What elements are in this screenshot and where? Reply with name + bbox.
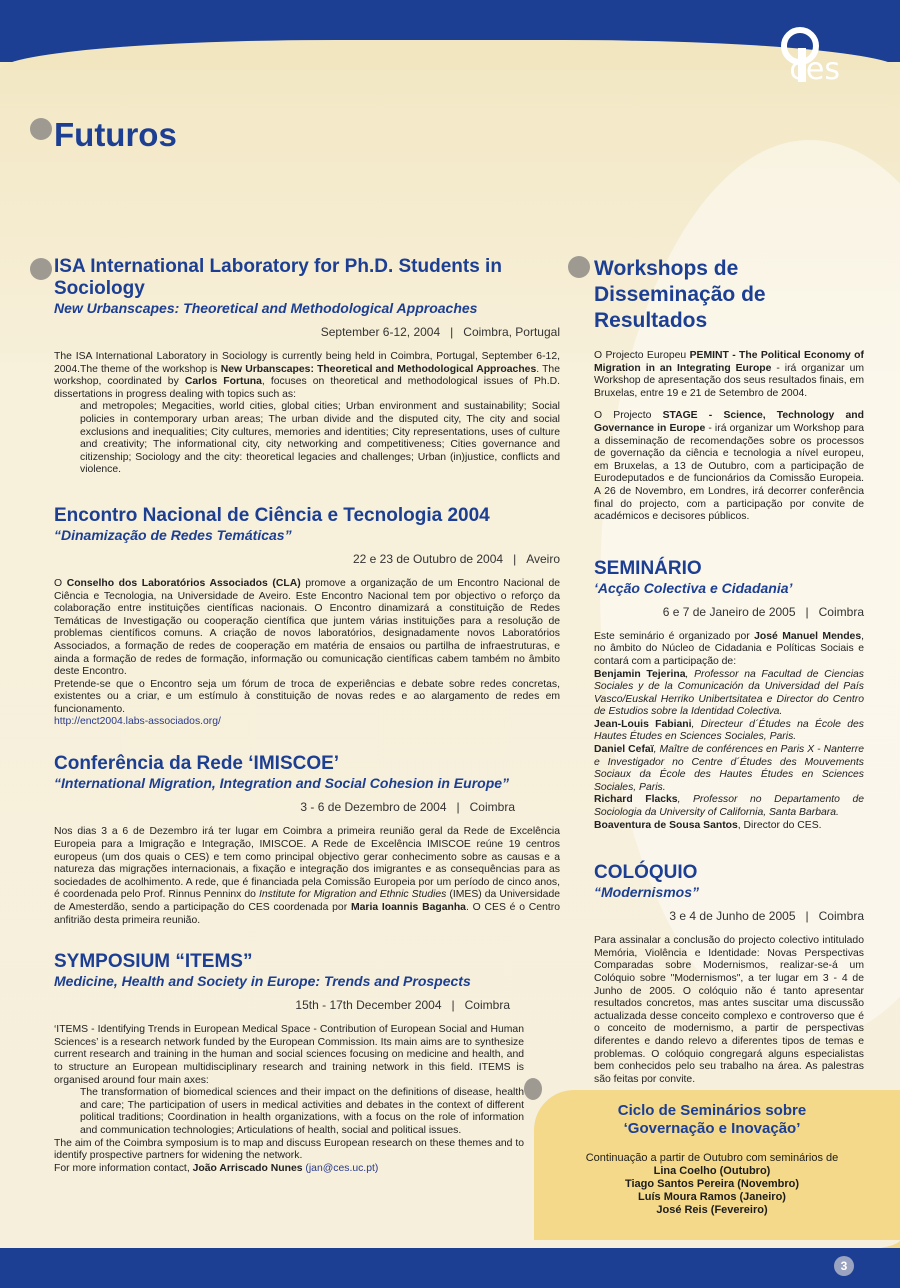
- bullet-icon: [30, 118, 52, 140]
- encontro-link[interactable]: http://enct2004.labs-associados.org/: [54, 716, 221, 728]
- place-text: Coimbra: [818, 909, 864, 924]
- workshops-section: [594, 256, 864, 524]
- event-date: 22 e 23 de Outubro de 2004 | Aveiro: [352, 551, 560, 566]
- ciclo-title-line: ‘Governação e Inovação’: [623, 1120, 801, 1137]
- ciclo-name: Tiago Santos Pereira (Novembro): [624, 1178, 799, 1190]
- date-text: 6 e 7 de Janeiro de 2005: [662, 604, 796, 619]
- ciclo-name: José Reis (Fevereiro): [656, 1204, 768, 1216]
- coloquio-section: [594, 862, 864, 1086]
- encontro-section: [54, 505, 560, 728]
- ciclo-name: Luís Moura Ramos (Janeiro): [638, 1191, 786, 1203]
- paragraph: Este seminário é organizado por José Manuel Mendes, no âmbito do Núcleo de Cidadania e Políticas Sociais e contará com a participação de:: [594, 630, 865, 667]
- paragraph: and metropoles; Megacities, world cities, global cities; Urban environment and sustainability; Social policies in contemporary urban areas; The urban divide and the disputed city, The city and social exclusions and inequalities; City cultures, memories and identities; City representations, uses of culture and creativity; The informational city, city networking and competitiveness; Cities governance and citizenship; Sociology and the city: theoretical legacies and challenges; Urban (in)justice, conflicts and violence.: [80, 401, 560, 476]
- section-title: Workshops de Disseminação de Resultados: [594, 257, 766, 332]
- date-text: 3 - 6 de Dezembro de 2004: [300, 800, 447, 815]
- paragraph: O Projecto STAGE - Science, Technology and Governance in Europe - irá organizar um Workshop para a disseminação de recomendações sobre os processos de governação da ciência e tecnologia a nível europeu, em Bruxelas, a 13 de Outubro, com a participação de Eurodeputados e de funcionários da Comissão Europeia. A 26 de Novembro, em Londres, irá decorrer conferência final do projecto, com a participação por convite de académicos e decisores públicos.: [594, 410, 864, 523]
- left-column: [54, 256, 560, 1175]
- date-text: September 6-12, 2004: [320, 325, 441, 339]
- paragraph: Pretende-se que o Encontro seja um fórum de troca de experiências e debate sobre redes concretas, existentes ou a criar, e um estímulo à constituição de novas redes e ao alargamento de redes em funcionamento.: [54, 678, 560, 715]
- bullet-icon: [30, 258, 52, 280]
- email-link[interactable]: (jan@ces.uc.pt): [302, 1162, 379, 1174]
- place-text: Coimbra: [469, 800, 515, 815]
- ciclo-title: [556, 1102, 868, 1138]
- place-text: Aveiro: [526, 551, 560, 566]
- section-title: SEMINÁRIO: [594, 557, 702, 579]
- imiscoe-section: [54, 753, 560, 927]
- ciclo-name: Lina Coelho (Outubro): [653, 1165, 771, 1177]
- section-title: SYMPOSIUM “ITEMS”: [54, 951, 253, 973]
- section-subtitle: “Modernismos”: [594, 884, 700, 901]
- event-date: 15th - 17th December 2004 | Coimbra: [295, 998, 510, 1013]
- bullet-icon: [568, 256, 590, 278]
- isa-section: [54, 256, 560, 477]
- section-title: Conferência da Rede ‘IMISCOE’: [54, 753, 340, 775]
- place-text: Coimbra, Portugal: [463, 325, 560, 339]
- place-text: Coimbra: [464, 998, 510, 1013]
- seminario-section: [594, 558, 864, 833]
- paragraph: The ISA International Laboratory in Sociology is currently being held in Coimbra, Portugal, September 6-12, 2004.The theme of the workshop is New Urbanscapes: Theoretical and Methodological Approaches. The workshop, coordinated by Carlos Fortuna, focuses on theoretical and methodological issues of Ph.D. dissertations in progress dealing with topics such as:: [54, 351, 560, 400]
- paragraph: Para assinalar a conclusão do projecto colectivo intitulado Memória, Violência e Identidade: Novas Perspectivas Comparadas sobre Modernismos, realizar-se-á um Colóquio sobre "Modernismos", a ter lugar em 3 - 4 de Junho de 2005. O colóquio não é tanto apresentar resultados concretos, mas antes suscitar uma discussão actualizada desse conceito complexo e controverso que é o conceito de modernismo, a partir de perspectivas diferentes e dando relevo a diferentes tipos de temas e problemas. O colóquio congregará alguns especialistas bem conhecidos pelo seu trabalho na área. As palestras são feitas por convite.: [594, 935, 864, 1085]
- event-date: September 6-12, 2004 | Coimbra, Portugal: [320, 325, 560, 339]
- paragraph: The aim of the Coimbra symposium is to map and discuss European research on these themes and to identify prospective partners for widening the network.: [54, 1137, 524, 1162]
- participant: Richard Flacks, Professor no Departamento de Sociologia da University of California, Santa Barbara.: [594, 794, 865, 819]
- participant: Boaventura de Sousa Santos, Director do CES.: [594, 819, 822, 831]
- items-section: [54, 951, 560, 1175]
- section-subtitle: Medicine, Health and Society in Europe: Trends and Prospects: [54, 973, 471, 990]
- paragraph: ‘ITEMS - Identifying Trends in European Medical Space - Contribution of European Social and Human Sciences’ is a research network funded by the European Commission. Its main aims are to synthesize current research and training in the human and social sciences focusing on medicine and health, and to structure an European multidisciplinary research and training network in this field. ITEMS is organised around four main axes:: [54, 1024, 524, 1086]
- bullet-icon: [524, 1078, 542, 1100]
- date-text: 3 e 4 de Junho de 2005: [669, 909, 796, 924]
- paragraph: Nos dias 3 a 6 de Dezembro irá ter lugar em Coimbra a primeira reunião geral da Rede de Excelência Europeia para a Imigração e Integração, IMISCOE. A Rede de Excelência IMISCOE reúne 19 centros europeus (um dos quais o CES) e tem como principal objectivo gerar conhecimento sobre as causas e a natureza das migrações internacionais, a fixação e integração dos imigrantes e as consequências para as sociedades de acolhimento. A rede, que é financiada pela Comissão Europeia por um período de cinco anos, é coordenada pelo Prof. Rinnus Penninx do Institute for Migration and Ethnic Studies (IMES) da Universidade de Amesterdão, sendo a participação do CES coordenada por Maria Ioannis Baganha. O CES é o Centro anfitrião desta primeira reunião.: [54, 826, 560, 926]
- participant: Daniel Cefaï, Maître de conférences en Paris X - Nanterre e Investigador no Centre d´Études des Mouvements Sociaux da École des Hautes Études en Sciences Sociales, Paris.: [594, 744, 864, 793]
- event-date: 6 e 7 de Janeiro de 2005 | Coimbra: [662, 604, 864, 619]
- logo-text: ces: [789, 52, 840, 87]
- paragraph: O Conselho dos Laboratórios Associados (CLA) promove a organização de um Encontro Nacional de Ciência e Tecnologia, na Universidade de Aveiro. Este Encontro Nacional tem por objectivo o reforço da colaboração entre instituições científicas nacionais. O Encontro dinamizará a constituição de Redes Temáticas de Investigação ou cooperação científica que juntem várias instituições para a resolução de problemas científicos comuns. A criação de novos laboratórios, designadamente novos Laboratórios Associados, a formação de redes de cooperação em matéria de ensaios ou partilha de infraestruturas, e ainda a formação de redes de formação, informação ou comunicação científicas cabem também no âmbito deste Encontro.: [54, 577, 560, 678]
- section-subtitle: ‘Acção Colectiva e Cidadania’: [594, 579, 793, 596]
- page-title: Futuros: [54, 116, 177, 153]
- date-text: 15th - 17th December 2004: [295, 998, 442, 1013]
- paragraph: The transformation of biomedical sciences and their impact on the definitions of disease, health and care; The participation of users in medical activities and debates in the context of different political traditions; Coordination in health organizations, with a focus on the role of information and communication technologies; Articulations of health, social and political issues.: [80, 1087, 524, 1136]
- ciclo-title-line: Ciclo de Seminários sobre: [617, 1102, 807, 1119]
- participant: Jean-Louis Fabiani, Directeur d´Études na École des Hautes Études en Sciences Sociales, Paris.: [594, 718, 864, 743]
- ciclo-intro: Continuação a partir de Outubro com seminários de: [585, 1152, 839, 1164]
- paragraph: O Projecto Europeu PEMINT - The Political Economy of Migration in an Integrating Europe - irá organizar um Workshop de apresentação dos seus resultados finais, em Bruxelas, entre 19 e 21 de Setembro de 2004.: [594, 350, 865, 399]
- right-column: [594, 256, 864, 1086]
- date-text: 22 e 23 de Outubro de 2004: [352, 551, 504, 566]
- section-title: ISA International Laboratory for Ph.D. Students in Sociology: [54, 256, 502, 299]
- page-number: 3: [834, 1256, 854, 1276]
- ciclo-body: [556, 1152, 868, 1217]
- bottom-band: [0, 1248, 900, 1288]
- place-text: Coimbra: [818, 604, 864, 619]
- section-subtitle: New Urbanscapes: Theoretical and Methodological Approaches: [54, 300, 478, 316]
- event-date: 3 e 4 de Junho de 2005 | Coimbra: [669, 909, 864, 924]
- section-title: COLÓQUIO: [594, 862, 698, 884]
- participant: Benjamin Tejerina, Professor na Facultad de Ciencias Sociales y de la Comunicación da Universidad del País Vasco/Euskal Herriko Unibertsitatea e Director do Centro de Estudios sobre la Identidad Colectiva.: [594, 668, 864, 718]
- paragraph: For more information contact, João Arriscado Nunes (jan@ces.uc.pt): [54, 1162, 379, 1174]
- section-title: Encontro Nacional de Ciência e Tecnologia 2004: [54, 504, 490, 526]
- event-date: 3 - 6 de Dezembro de 2004 | Coimbra: [300, 800, 515, 815]
- section-subtitle: “Dinamização de Redes Temáticas”: [54, 526, 292, 543]
- section-subtitle: “International Migration, Integration and Social Cohesion in Europe”: [54, 775, 510, 792]
